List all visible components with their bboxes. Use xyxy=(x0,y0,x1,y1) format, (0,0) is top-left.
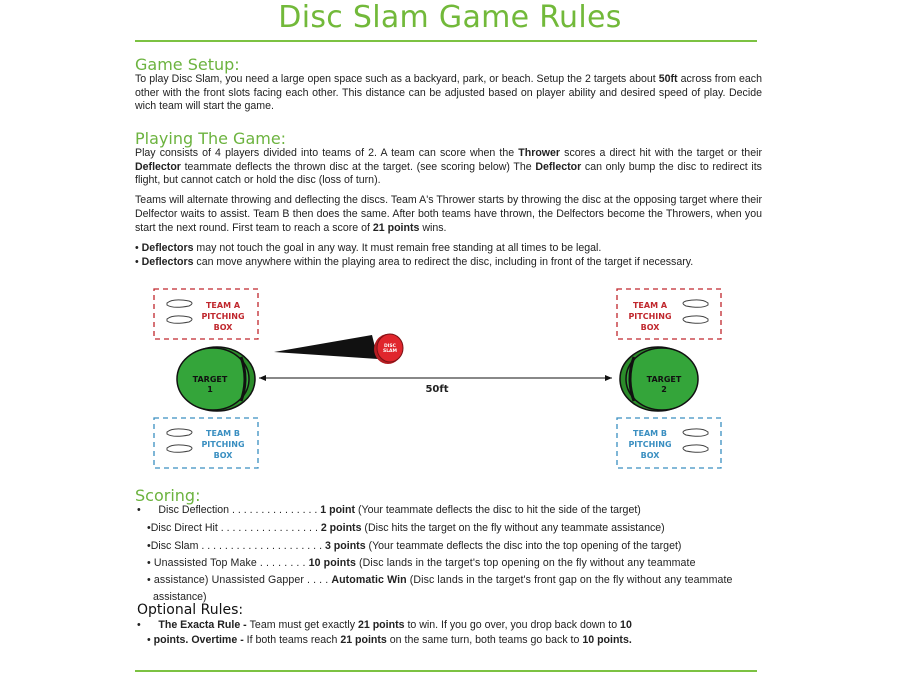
points: 10 points xyxy=(308,557,356,569)
rule-name: points. Overtime - xyxy=(153,634,247,646)
text: Play consists of 4 players divided into teams of 2. A team can score when the xyxy=(135,147,519,159)
deflectors-term: Deflectors xyxy=(141,242,194,254)
optional-heading: Optional Rules: xyxy=(137,602,244,618)
text: Disc Direct Hit . . . . . . . . . . . . . . . . . xyxy=(150,522,321,534)
points: 2 points xyxy=(320,522,362,534)
divider-top xyxy=(135,40,757,42)
text: assistance) Unassisted Gapper . . . . xyxy=(153,574,332,586)
team-b-right-line1: TEAM B xyxy=(633,429,667,438)
deflector-term: Deflector xyxy=(135,160,181,173)
team-b-left-line1: TEAM B xyxy=(206,429,240,438)
score-deflection: • Disc Deflection . . . . . . . . . . . . . . . 1 point (Your teammate deflects the disc to hit the side of the target) xyxy=(137,504,641,516)
text: Unassisted Top Make . . . . . . . . xyxy=(153,557,309,569)
target-1-number: 1 xyxy=(207,385,213,394)
team-b-left-line2: PITCHING xyxy=(201,440,245,449)
text: teammate deflects the thrown disc at the target. (see scoring below) The xyxy=(180,160,536,173)
text: may not touch the goal in any way. It must remain free standing at all times to be legal. xyxy=(193,242,602,254)
optional-exacta: • The Exacta Rule - Team must get exactly 21 points to win. If you go over, you drop back down to 10 xyxy=(137,619,632,631)
setup-text: To play Disc Slam, you need a large open space such as a backyard, park, or beach. Setup the 2 targets about xyxy=(135,73,659,85)
distance-arrow xyxy=(259,375,612,395)
setup-distance: 50ft xyxy=(658,73,678,85)
text: Disc Deflection . . . . . . . . . . . . . . . xyxy=(158,504,321,516)
team-a-right-line3: BOX xyxy=(640,323,660,332)
score-gapper: • assistance) Unassisted Gapper . . . . Automatic Win (Disc lands in the target's front gap on the fly without any teammate xyxy=(147,574,733,586)
team-b-right-box xyxy=(617,418,721,468)
team-b-left-line3: BOX xyxy=(213,451,233,460)
text: scores a direct hit with the target or their xyxy=(560,147,762,159)
optional-overtime: • points. Overtime - If both teams reach 21 points on the same turn, both teams go back to 10 points. xyxy=(147,634,632,646)
playing-heading: Playing The Game: xyxy=(135,129,287,148)
target-2-label: TARGET xyxy=(646,375,682,384)
deflectors-term: Deflectors xyxy=(141,256,194,268)
score-top-make: • Unassisted Top Make . . . . . . . . 10 points (Disc lands in the target's top opening on the fly without any teammate xyxy=(147,557,696,569)
score-gapper-cont: assistance) xyxy=(153,591,207,603)
points: 1 point xyxy=(320,504,356,516)
text: (Disc lands in the target's top opening on the fly without any teammate xyxy=(356,557,696,569)
text: Teams will alternate throwing and deflecting the discs. Team A's Thrower starts by throwing the disc at the opposing target where their Delfector waits to assist. Team B then does the same. After both teams have thrown, the Delfectors become the Throwers, when you start the next round. First team to reach a score of xyxy=(135,194,762,235)
scoring-heading: Scoring: xyxy=(135,486,201,505)
team-a-left-line2: PITCHING xyxy=(201,312,245,321)
target-2-number: 2 xyxy=(661,385,667,394)
bullet-deflectors-2: • Deflectors can move anywhere within the playing area to redirect the disc, including in front of the target if necessary. xyxy=(135,256,694,268)
setup-heading: Game Setup: xyxy=(135,55,240,74)
distance-label: 50ft xyxy=(425,384,449,395)
text: can only bump the disc to redirect its flight, but cannot catch or hold the disc (loss of turn). xyxy=(135,160,762,187)
playing-paragraph-1 xyxy=(135,147,762,188)
team-a-right-line1: TEAM A xyxy=(632,301,668,310)
playing-paragraph-2 xyxy=(135,193,762,236)
points: 21 points xyxy=(340,634,387,646)
text: to win. If you go over, you drop back down to xyxy=(404,619,621,631)
team-b-right-line3: BOX xyxy=(640,451,660,460)
text: (Disc hits the target on the fly without any teammate assistance) xyxy=(361,522,665,534)
points: 3 points xyxy=(324,540,366,552)
team-b-right-line2: PITCHING xyxy=(628,440,672,449)
footprints-icon xyxy=(167,300,192,323)
divider-bottom xyxy=(135,670,757,672)
text: Disc Slam . . . . . . . . . . . . . . . . . . . . . xyxy=(150,540,325,552)
text: Team must get exactly xyxy=(249,619,358,631)
deflector-term: Deflector xyxy=(535,160,582,173)
text: on the same turn, both teams go back to xyxy=(386,634,583,646)
team-a-left-line1: TEAM A xyxy=(205,301,241,310)
points: 10 xyxy=(620,619,632,631)
setup-paragraph xyxy=(135,73,762,114)
score-direct-hit: •Disc Direct Hit . . . . . . . . . . . . . . . . . 2 points (Disc hits the target on the fly without any teammate assistance) xyxy=(147,522,665,534)
footprints-icon xyxy=(683,429,708,452)
team-a-left-box xyxy=(154,289,258,339)
thrower-term: Thrower xyxy=(518,147,561,159)
rule-name: The Exacta Rule - xyxy=(158,619,250,631)
team-a-left-line3: BOX xyxy=(213,323,233,332)
page-title: Disc Slam Game Rules xyxy=(278,0,622,35)
text: (Disc lands in the target's front gap on the fly without any teammate xyxy=(406,574,733,586)
win-score: 21 points xyxy=(372,222,420,235)
text: can move anywhere within the playing area to redirect the disc, including in front of the target if necessary. xyxy=(193,256,694,268)
team-b-left-box xyxy=(154,418,258,468)
text: If both teams reach xyxy=(246,634,341,646)
setup-text-rest: across from each other with the front slots facing each other. This distance can be adjusted based on player ability and desired speed of play. Decide wich team will start the game. xyxy=(135,73,762,113)
target-2 xyxy=(620,347,698,411)
target-1-label: TARGET xyxy=(192,375,228,384)
footprints-icon xyxy=(683,300,708,323)
disc-icon xyxy=(274,334,403,364)
team-a-right-box xyxy=(617,289,721,339)
disc-text-1: DISC xyxy=(384,344,396,349)
bullet-deflectors-1: • Deflectors may not touch the goal in any way. It must remain free standing at all times to be legal. xyxy=(135,242,602,254)
score-slam: •Disc Slam . . . . . . . . . . . . . . . . . . . . . 3 points (Your teammate deflects the disc into the top opening of the target) xyxy=(147,540,682,552)
points: Automatic Win xyxy=(331,574,407,586)
field-diagram xyxy=(150,285,725,470)
target-1 xyxy=(177,347,255,411)
team-a-right-line2: PITCHING xyxy=(628,312,672,321)
text: (Your teammate deflects the disc to hit the side of the target) xyxy=(355,504,641,516)
disc-text-2: SLAM xyxy=(382,349,398,354)
text: (Your teammate deflects the disc into the top opening of the target) xyxy=(365,540,682,552)
points: 21 points xyxy=(357,619,405,631)
text: wins. xyxy=(419,222,447,235)
points: 10 points. xyxy=(582,634,632,646)
footprints-icon xyxy=(167,429,192,452)
